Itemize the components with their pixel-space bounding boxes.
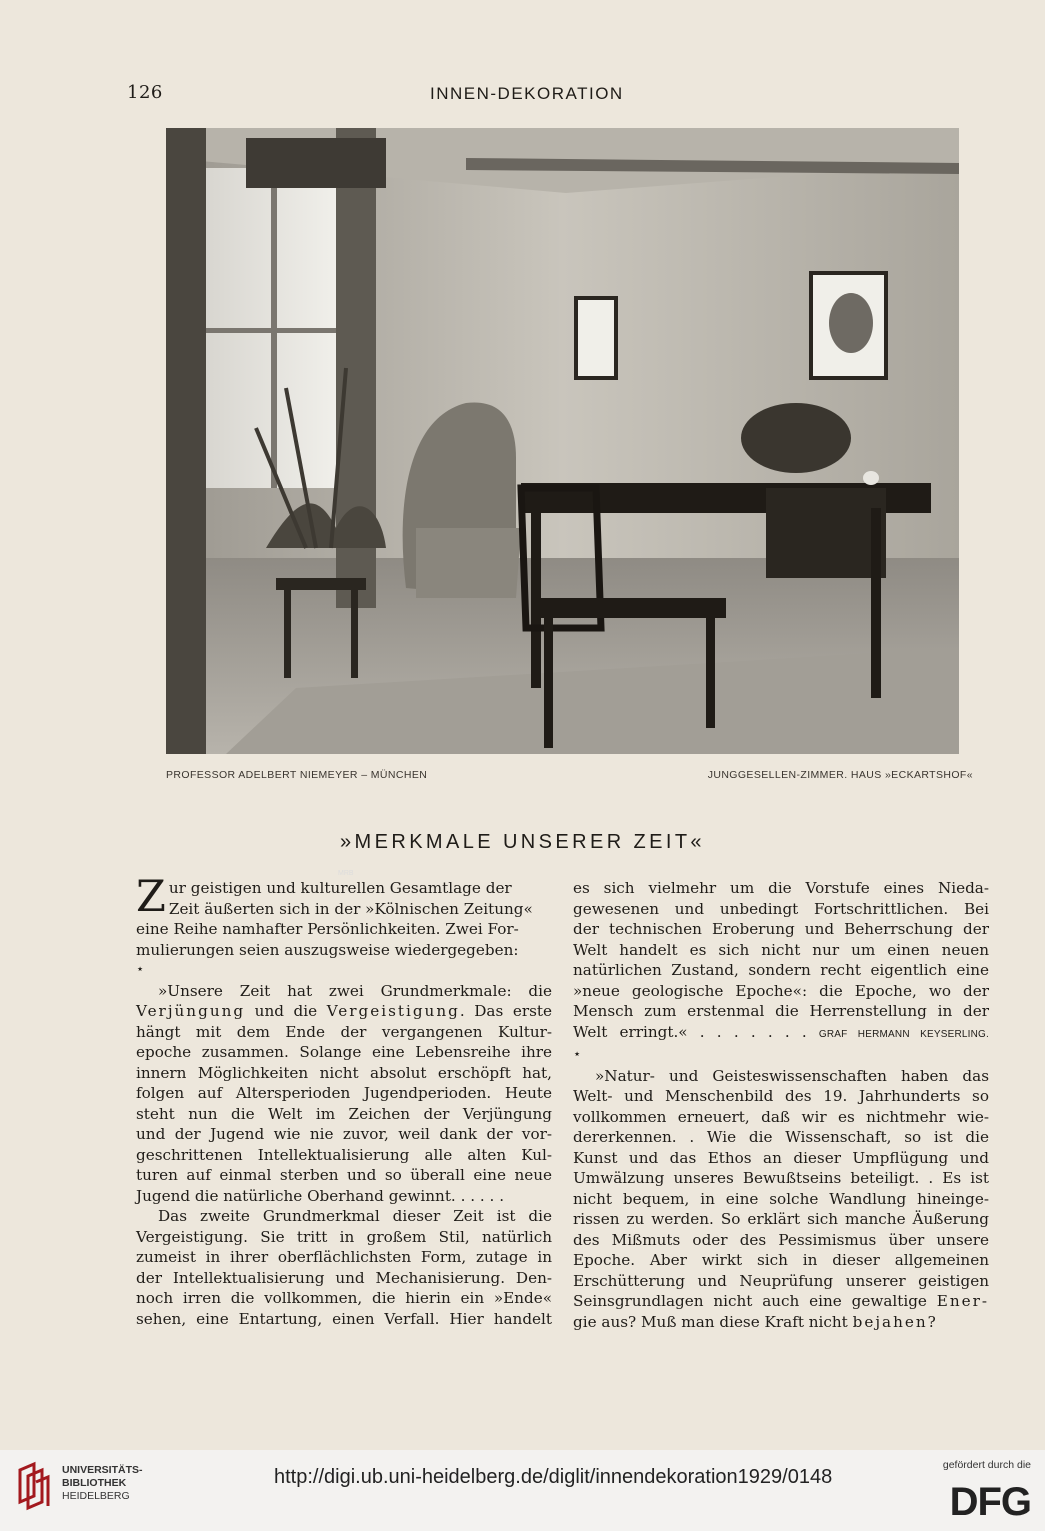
text-line-last: Jugend die natürliche Oberhand gewinnt. . . . . .	[136, 1186, 505, 1205]
text-line: nicht bequem, in eine solche Wandlung hineinge-	[573, 1189, 989, 1208]
text-line: Mensch zum erstenmal die Herrenstellung in der	[573, 1002, 989, 1020]
text-line: Zeit äußerten sich in der »Kölnischen Zeitung«	[168, 899, 533, 918]
photo-caption-room: JUNGGESELLEN-ZIMMER. HAUS »ECKARTSHOF«	[707, 769, 973, 781]
text-line: Erschütterung und Neuprüfung unserer geistigen	[573, 1271, 989, 1290]
digitization-url-link[interactable]: http://digi.ub.uni-heidelberg.de/diglit/innendekoration1929/0148	[274, 1466, 833, 1488]
library-logo-icon	[14, 1462, 54, 1512]
section-divider-star: ⋆	[136, 962, 145, 977]
text-line: Das zweite Grundmerkmal dieser Zeit ist die	[158, 1207, 552, 1225]
running-title: INNEN-DEKORATION	[430, 84, 624, 103]
room-illustration	[166, 128, 959, 754]
emphasis-vergeistigung: Vergeistigung	[326, 1002, 460, 1020]
drop-cap: Z	[136, 872, 166, 922]
text-line: und der Jugend wie nie zuvor, weil dank der vor-	[136, 1125, 552, 1143]
page-number: 126	[127, 82, 163, 103]
library-name-line: HEIDELBERG	[62, 1490, 130, 1502]
text-line: Umwälzung unseres Bewußtseins beteiligt. . Es ist	[573, 1169, 989, 1187]
photo-caption-designer: PROFESSOR ADELBERT NIEMEYER – MÜNCHEN	[166, 769, 428, 781]
text-line: es sich vielmehr um die Vorstufe eines Nieda-	[573, 879, 989, 897]
text-line: natürlichen Zustand, sondern recht eigentlich eine	[573, 961, 989, 979]
right-column	[573, 878, 989, 1332]
paragraph	[136, 1206, 552, 1329]
dfg-logo: DFG	[949, 1480, 1031, 1524]
library-name-line: BIBLIOTHEK	[62, 1477, 127, 1489]
text-line: Epoche. Aber wirkt sich in dieser allgemeinen	[573, 1251, 989, 1269]
text-fragment: gie aus? Muß man diese Kraft nicht	[573, 1312, 853, 1331]
text-line: rissen zu werden. So erklärt sich manche Äußerung	[573, 1210, 989, 1228]
text-line: Welt- und Menschenbild des 19. Jahrhunderts so	[573, 1087, 989, 1105]
text-line: vollkommen erneuert, daß wir es nichtmehr wie-	[573, 1107, 989, 1126]
text-line: des Mißmuts oder des Pessimismus über unsere	[573, 1230, 989, 1249]
text-line: steht nun die Welt im Zeichen der Verjüngung	[136, 1104, 552, 1123]
text-line: Kunst und das Ethos an dieser Umpflügung und	[573, 1148, 989, 1167]
text-line-last	[573, 1312, 989, 1333]
author-signature: GRAF HERMANN KEYSERLING.	[818, 1028, 989, 1040]
emphasis-verjuengung: Verjüngung	[136, 1002, 246, 1020]
text-line: mulierungen seien auszugsweise wiedergegeben:	[136, 940, 519, 959]
photographer-monogram: MRB	[338, 870, 354, 877]
text-line: »Unsere Zeit hat zwei Grundmerkmale: die	[158, 981, 552, 1000]
text-line: Welt handelt es sich nicht nur um einen neuen	[573, 940, 989, 959]
quote-paragraph	[573, 1066, 989, 1312]
section-divider-star: ⋆	[573, 1047, 582, 1062]
text-line: gewesenen und unbedingt Fortschrittlichen. Bei	[573, 899, 989, 918]
quote-paragraph	[136, 981, 552, 1186]
text-fragment: . Das erste	[459, 1002, 552, 1020]
text-line: noch irren die vollkommen, die hierin ein »Ende«	[136, 1289, 552, 1307]
library-name	[62, 1464, 143, 1503]
text-fragment: und die	[245, 1002, 327, 1020]
text-line: Welt erringt.« . . . . . . .	[573, 1022, 807, 1041]
text-line: geschrittenen Intellektualisierung alle alten Kul-	[136, 1145, 552, 1164]
text-line: »Natur- und Geisteswissenschaften haben das	[595, 1066, 989, 1085]
text-line: der technischen Eroberung und Beherrschung der	[573, 920, 989, 938]
emphasis-energie: Ener-	[936, 1292, 989, 1310]
text-line: der Intellektualisierung und Mechanisierung. Den-	[136, 1268, 552, 1287]
text-line: dererkennen. . Wie die Wissenschaft, so ist die	[573, 1128, 989, 1146]
text-line: epoche zusammen. Solange eine Lebensreihe ihre	[136, 1043, 552, 1061]
paragraph	[573, 878, 989, 1022]
library-name-line: UNIVERSITÄTS-	[62, 1464, 143, 1476]
text-line: innern Möglichkeiten nicht absolut erschöpft hat,	[136, 1063, 552, 1082]
funded-by-label: gefördert durch die	[942, 1459, 1031, 1471]
text-line: »neue geologische Epoche«: die Epoche, wo der	[573, 981, 989, 1000]
text-fragment: Seinsgrundlagen nicht auch eine gewaltige	[573, 1292, 927, 1310]
attribution-line	[573, 1022, 989, 1046]
text-line: eine Reihe namhafter Persönlichkeiten. Zwei For-	[136, 920, 519, 938]
article-title: »MERKMALE UNSERER ZEIT«	[340, 831, 705, 853]
text-line: zumeist in ihrer oberflächlichsten Form, zutage in	[136, 1248, 552, 1266]
text-line: turen auf einmal sterben und so überall eine neue	[136, 1166, 552, 1184]
text-line: folgen auf Altersperioden Jugendperioden. Heute	[136, 1084, 552, 1102]
text-line: sehen, eine Entartung, einen Verfall. Hier handelt	[136, 1309, 552, 1328]
text-line: ur geistigen und kulturellen Gesamtlage der	[168, 879, 512, 897]
digitization-footer	[0, 1450, 1045, 1531]
text-line: Vergeistigung. Sie tritt in großem Stil, natürlich	[136, 1227, 552, 1246]
emphasis-bejahen: bejahen?	[852, 1312, 938, 1331]
text-line: hängt mit dem Ende der vergangenen Kultur-	[136, 1022, 552, 1041]
